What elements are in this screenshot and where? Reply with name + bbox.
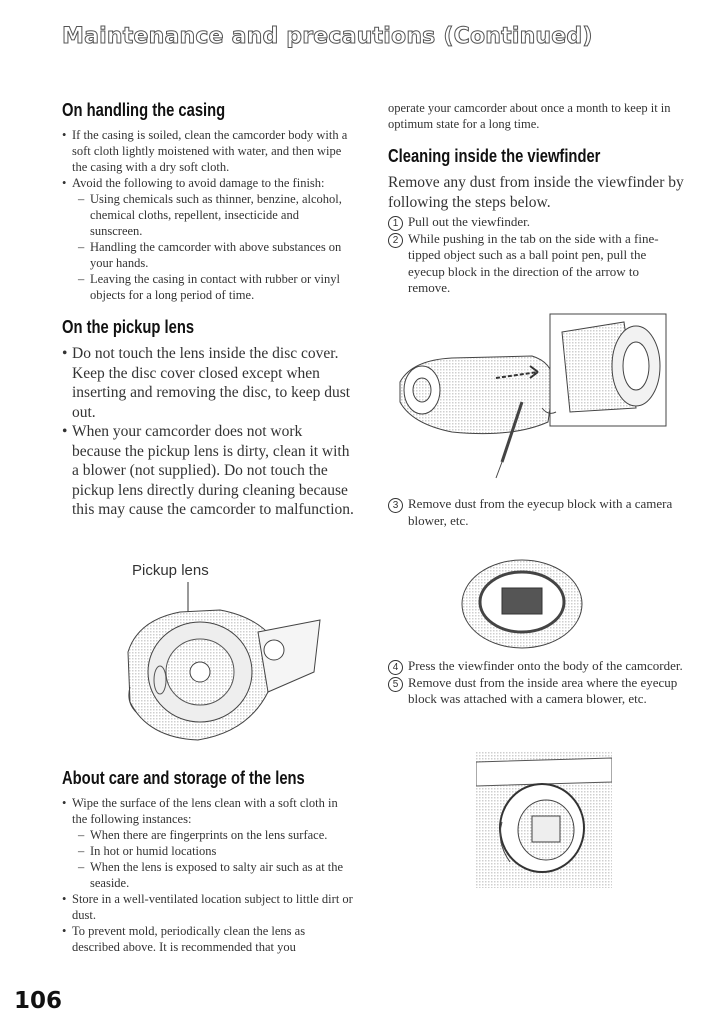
care-bullet-2: • Store in a well-ventilated location subject to little dirt or dust.	[62, 891, 354, 923]
step-1-text: Pull out the viewfinder.	[408, 214, 531, 229]
care-dash-3: – When the lens is exposed to salty air such as at the seaside.	[78, 859, 354, 891]
casing-dash-1: – Using chemicals such as thinner, benzine, alcohol, chemical cloths, repellent, insecticide and sunscreen.	[78, 191, 354, 239]
left-column	[62, 100, 354, 520]
heading-viewfinder: Cleaning inside the viewfinder	[388, 146, 601, 166]
care-bullet-3: • To prevent mold, periodically clean the lens as described above. It is recommended that you	[62, 923, 354, 955]
casing-bullet-2-text: Avoid the following to avoid damage to the finish:	[72, 176, 325, 190]
viewfinder-inside-illustration	[476, 752, 612, 888]
step-1-number: 1	[388, 216, 403, 231]
section-handling-casing	[62, 100, 354, 303]
pickup-lens-figure	[108, 562, 338, 750]
casing-bullet-1: • If the casing is soiled, clean the camcorder body with a soft cloth lightly moistened with water, and then wipe the casing with a dry soft cloth.	[62, 127, 354, 175]
viewfinder-step-5	[388, 675, 684, 708]
step-2-number: 2	[388, 233, 403, 248]
care-dash-2: – In hot or humid locations	[78, 843, 354, 859]
heading-handling-casing: On handling the casing	[62, 100, 226, 120]
heading-care-lens: About care and storage of the lens	[62, 768, 305, 788]
heading-pickup-lens: On the pickup lens	[62, 317, 195, 337]
viewfinder-intro: Remove any dust from inside the viewfinder by following the steps below.	[388, 174, 684, 211]
pickup-bullet-2: • When your camcorder does not work because the pickup lens is dirty, clean it with a blower (not supplied). Do not touch the pickup lens directly during cleaning because this may cause the camcorder to malfunction.	[62, 422, 354, 520]
care-dash-1: – When there are fingerprints on the lens surface.	[78, 827, 354, 843]
viewfinder-step-1	[388, 214, 684, 231]
step-4-number: 4	[388, 660, 403, 675]
step-5-text: Remove dust from the inside area where the eyecup block was attached with a camera blower, etc.	[408, 674, 678, 706]
viewfinder-step-3	[388, 496, 684, 529]
step-5-number: 5	[388, 677, 403, 692]
step-4-text: Press the viewfinder onto the body of the camcorder.	[408, 658, 683, 673]
page-header: Maintenance and precautions (Continued)	[62, 24, 593, 49]
casing-dash-2: – Handling the camcorder with above substances on your hands.	[78, 239, 354, 271]
viewfinder-step-2	[388, 231, 684, 297]
right-column	[388, 100, 684, 297]
pickup-bullet-1: • Do not touch the lens inside the disc cover. Keep the disc cover closed except when inserting and removing the disc, to keep dust out.	[62, 344, 354, 422]
pickup-lens-label: Pickup lens	[132, 562, 209, 579]
casing-dash-3: – Leaving the casing in contact with rubber or vinyl objects for a long period of time.	[78, 271, 354, 303]
casing-bullet-2	[62, 175, 354, 303]
viewfinder-step-4	[388, 658, 684, 675]
continued-text: operate your camcorder about once a month to keep it in optimum state for a long time.	[388, 101, 671, 131]
section-pickup-lens	[62, 317, 354, 520]
viewfinder-steps-4-5-block	[388, 658, 684, 708]
step-3-number: 3	[388, 498, 403, 513]
section-care-lens	[62, 768, 354, 955]
care-bullet-1	[62, 795, 354, 891]
eyecup-blower-illustration	[448, 552, 598, 652]
eyecup-removal-illustration	[392, 312, 672, 480]
viewfinder-step-3-block	[388, 496, 684, 529]
step-2-text: While pushing in the tab on the side with a fine-tipped object such as a ball point pen, pull the eyecup block in the direction of the arrow to remove.	[408, 230, 659, 295]
camcorder-disc-illustration	[108, 562, 338, 750]
page-number: 106	[14, 988, 63, 1014]
step-3-text: Remove dust from the eyecup block with a camera blower, etc.	[408, 496, 673, 528]
care-bullet-1-text: Wipe the surface of the lens clean with a soft cloth in the following instances:	[72, 796, 338, 826]
